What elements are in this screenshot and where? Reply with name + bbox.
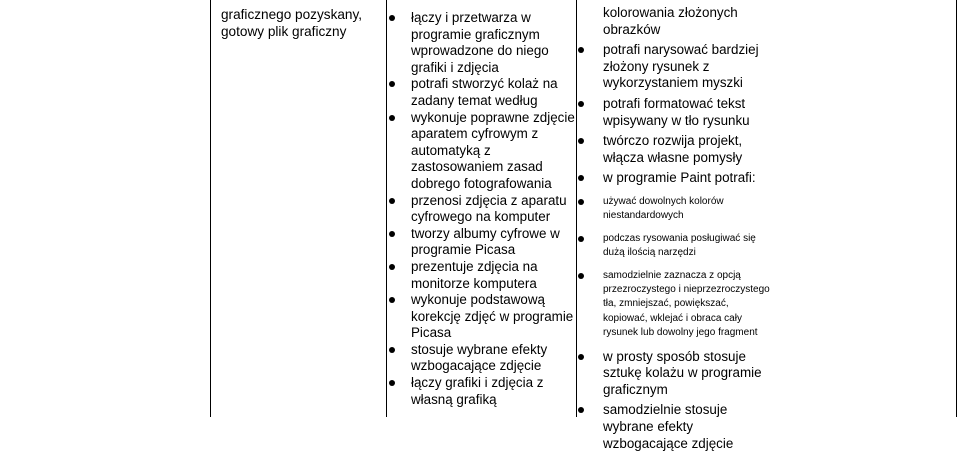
list-item: [411, 259, 586, 292]
bullet-icon: [389, 231, 395, 237]
column-3-lead-text: kolorowania złożonych obrazków: [603, 5, 738, 37]
list-item-text: podczas rysowania posługiwać się dużą ilością narzędzi: [603, 232, 756, 259]
list-item: [411, 76, 586, 109]
list-item-text: prezentuje zdjęcia na monitorze komputera: [411, 258, 538, 291]
column-3-bullet-list: [603, 42, 773, 452]
bullet-icon: [389, 115, 395, 121]
table-border-right: [956, 0, 957, 417]
column-2-bullet-list: [411, 10, 586, 408]
list-item-text: łączy grafiki i zdjęcia z własną grafiką: [411, 375, 544, 407]
bullet-icon: [578, 354, 584, 360]
list-item: [603, 349, 773, 399]
list-item-text: potrafi formatować tekst wpisywany w tło rysunku: [603, 95, 750, 128]
list-item-text: używać dowolnych kolorów niestandardowych: [603, 195, 724, 222]
list-item-text: przenosi zdjęcia z aparatu cyfrowego na komputer: [411, 192, 567, 225]
bullet-icon: [389, 15, 395, 21]
list-item-text: w programie Paint potrafi:: [603, 170, 756, 186]
bullet-icon: [389, 81, 395, 87]
bullet-icon: [389, 347, 395, 353]
list-item-text: łączy i przetwarza w programie graficznym wprowadzone do niego grafiki i zdjęcia: [411, 10, 549, 75]
bullet-icon: [578, 407, 584, 413]
column-1-cell: [221, 6, 381, 40]
list-item: [411, 375, 586, 408]
list-item: [603, 96, 773, 129]
column-1-text: graficznego pozyskany, gotowy plik graficzny: [221, 7, 363, 39]
list-item: [603, 195, 773, 224]
list-item-text: w prosty sposób stosuje sztukę kolażu w programie graficznym: [603, 348, 762, 397]
list-item-text: stosuje wybrane efekty wzbogacające zdjęcie: [411, 341, 548, 374]
column-2-cell: [411, 10, 586, 408]
list-item: [411, 10, 586, 76]
bullet-icon: [578, 199, 584, 205]
list-item: [603, 269, 773, 341]
bullet-icon: [578, 236, 584, 242]
list-item-text: wykonuje poprawne zdjęcie aparatem cyfrowym z automatyką z zastosowaniem zasad dobrego fotografowania: [411, 109, 575, 191]
list-item: [411, 226, 586, 259]
list-item: [603, 232, 773, 261]
list-item-text: twórczo rozwija projekt, włącza własne pomysły: [603, 133, 743, 165]
list-item: [603, 133, 773, 166]
list-item: [603, 170, 773, 187]
bullet-icon: [389, 297, 395, 303]
table-border-left: [210, 0, 211, 417]
list-item: [411, 292, 586, 342]
list-item: [603, 402, 773, 452]
bullet-icon: [389, 198, 395, 204]
list-item-text: potrafi stworzyć kolaż na zadany temat według: [411, 76, 558, 108]
list-item-text: tworzy albumy cyfrowe w programie Picasa: [411, 225, 560, 258]
list-item-text: samodzielnie stosuje wybrane efekty wzbogacające zdjęcie: [603, 402, 734, 451]
list-item: [603, 42, 773, 92]
list-item: [411, 110, 586, 193]
list-item: [411, 193, 586, 226]
bullet-icon: [578, 101, 584, 107]
list-item-text: wykonuje podstawową korekcję zdjęć w programie Picasa: [411, 292, 574, 341]
bullet-icon: [389, 264, 395, 270]
table-divider-1: [386, 0, 387, 417]
column-3-cell: [603, 5, 773, 452]
bullet-icon: [578, 273, 584, 279]
bullet-icon: [389, 380, 395, 386]
list-item-text: samodzielnie zaznacza z opcją przezroczystego i nieprzezroczystego tła, zmniejszać, powiększać, kopiować, wklejać i obraca cały rysunek lub dowolny jego fragment: [603, 269, 770, 339]
list-item: [411, 342, 586, 375]
list-item-text: potrafi narysować bardziej złożony rysunek z wykorzystaniem myszki: [603, 42, 759, 91]
